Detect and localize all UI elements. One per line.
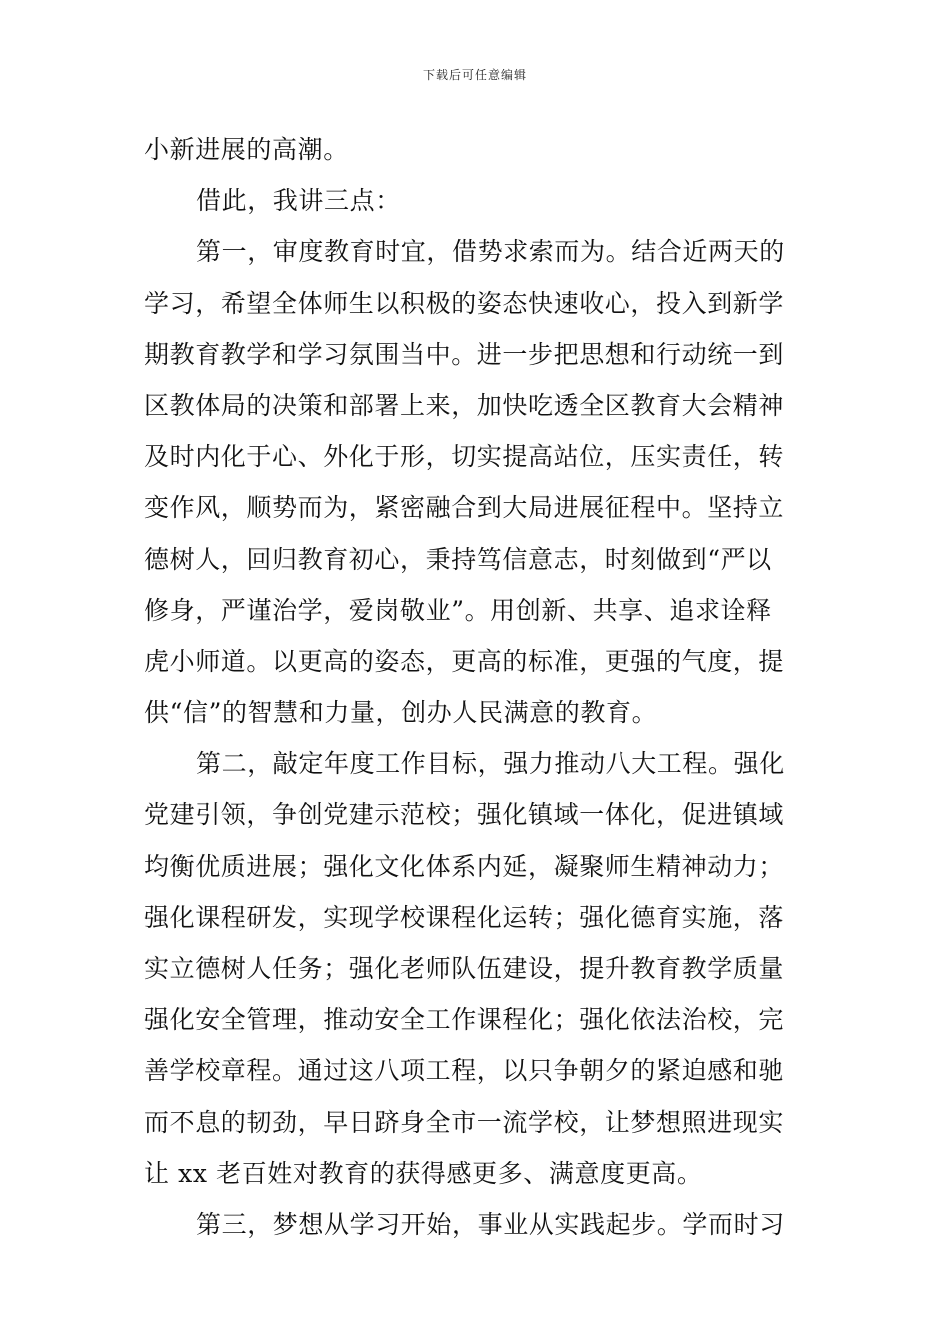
text-line: 及时内化于心、外化于形，切实提高站位，压实责任，转 (144, 442, 785, 472)
paragraph-start-line: 借此，我讲三点： (196, 186, 401, 216)
text-line: 让 xx 老百姓对教育的获得感更多、满意度更高。 (144, 1158, 703, 1188)
text-line: 强化课程研发，实现学校课程化运转；强化德育实施，落 (144, 902, 785, 932)
text-line: 党建引领，争创党建示范校；强化镇域一体化，促进镇域 (144, 800, 785, 830)
text-line: 而不息的韧劲，早日跻身全市一流学校，让梦想照进现实 (144, 1107, 785, 1137)
text-line: 区教体局的决策和部署上来，加快吃透全区教育大会精神 (144, 390, 785, 420)
paragraph-start-line: 第一，审度教育时宜，借势求索而为。结合近两天的 (196, 237, 785, 267)
text-line: 变作风，顺势而为，紧密融合到大局进展征程中。坚持立 (144, 493, 785, 523)
document-body (144, 124, 808, 1250)
paragraph-start-line: 第三，梦想从学习开始，事业从实践起步。学而时习 (196, 1209, 785, 1239)
text-line: 善学校章程。通过这八项工程，以只争朝夕的紧迫感和驰 (144, 1056, 785, 1086)
text-line: 实立德树人任务；强化老师队伍建设，提升教育教学质量 (144, 954, 785, 983)
text-line: 修身，严谨治学，爱岗敬业”。用创新、共享、追求诠释 (144, 595, 772, 625)
text-line: 供“信”的智慧和力量，创办人民满意的教育。 (144, 698, 658, 728)
text-line: 小新进展的高潮。 (144, 135, 349, 164)
text-line: 学习，希望全体师生以积极的姿态快速收心，投入到新学 (144, 288, 785, 318)
text-line: 强化安全管理，推动安全工作课程化；强化依法治校，完 (144, 1005, 785, 1035)
text-line: 德树人，回归教育初心，秉持笃信意志，时刻做到“严以 (144, 544, 772, 574)
text-line: 虎小师道。以更高的姿态，更高的标准，更强的气度，提 (144, 646, 785, 676)
text-line: 期教育教学和学习氛围当中。进一步把思想和行动统一到 (144, 339, 785, 369)
paragraph-start-line: 第二，敲定年度工作目标，强力推动八大工程。强化 (196, 749, 785, 779)
header-note: 下载后可任意编辑 (422, 68, 527, 82)
text-line: 均衡优质进展；强化文化体系内延，凝聚师生精神动力； (144, 851, 785, 881)
